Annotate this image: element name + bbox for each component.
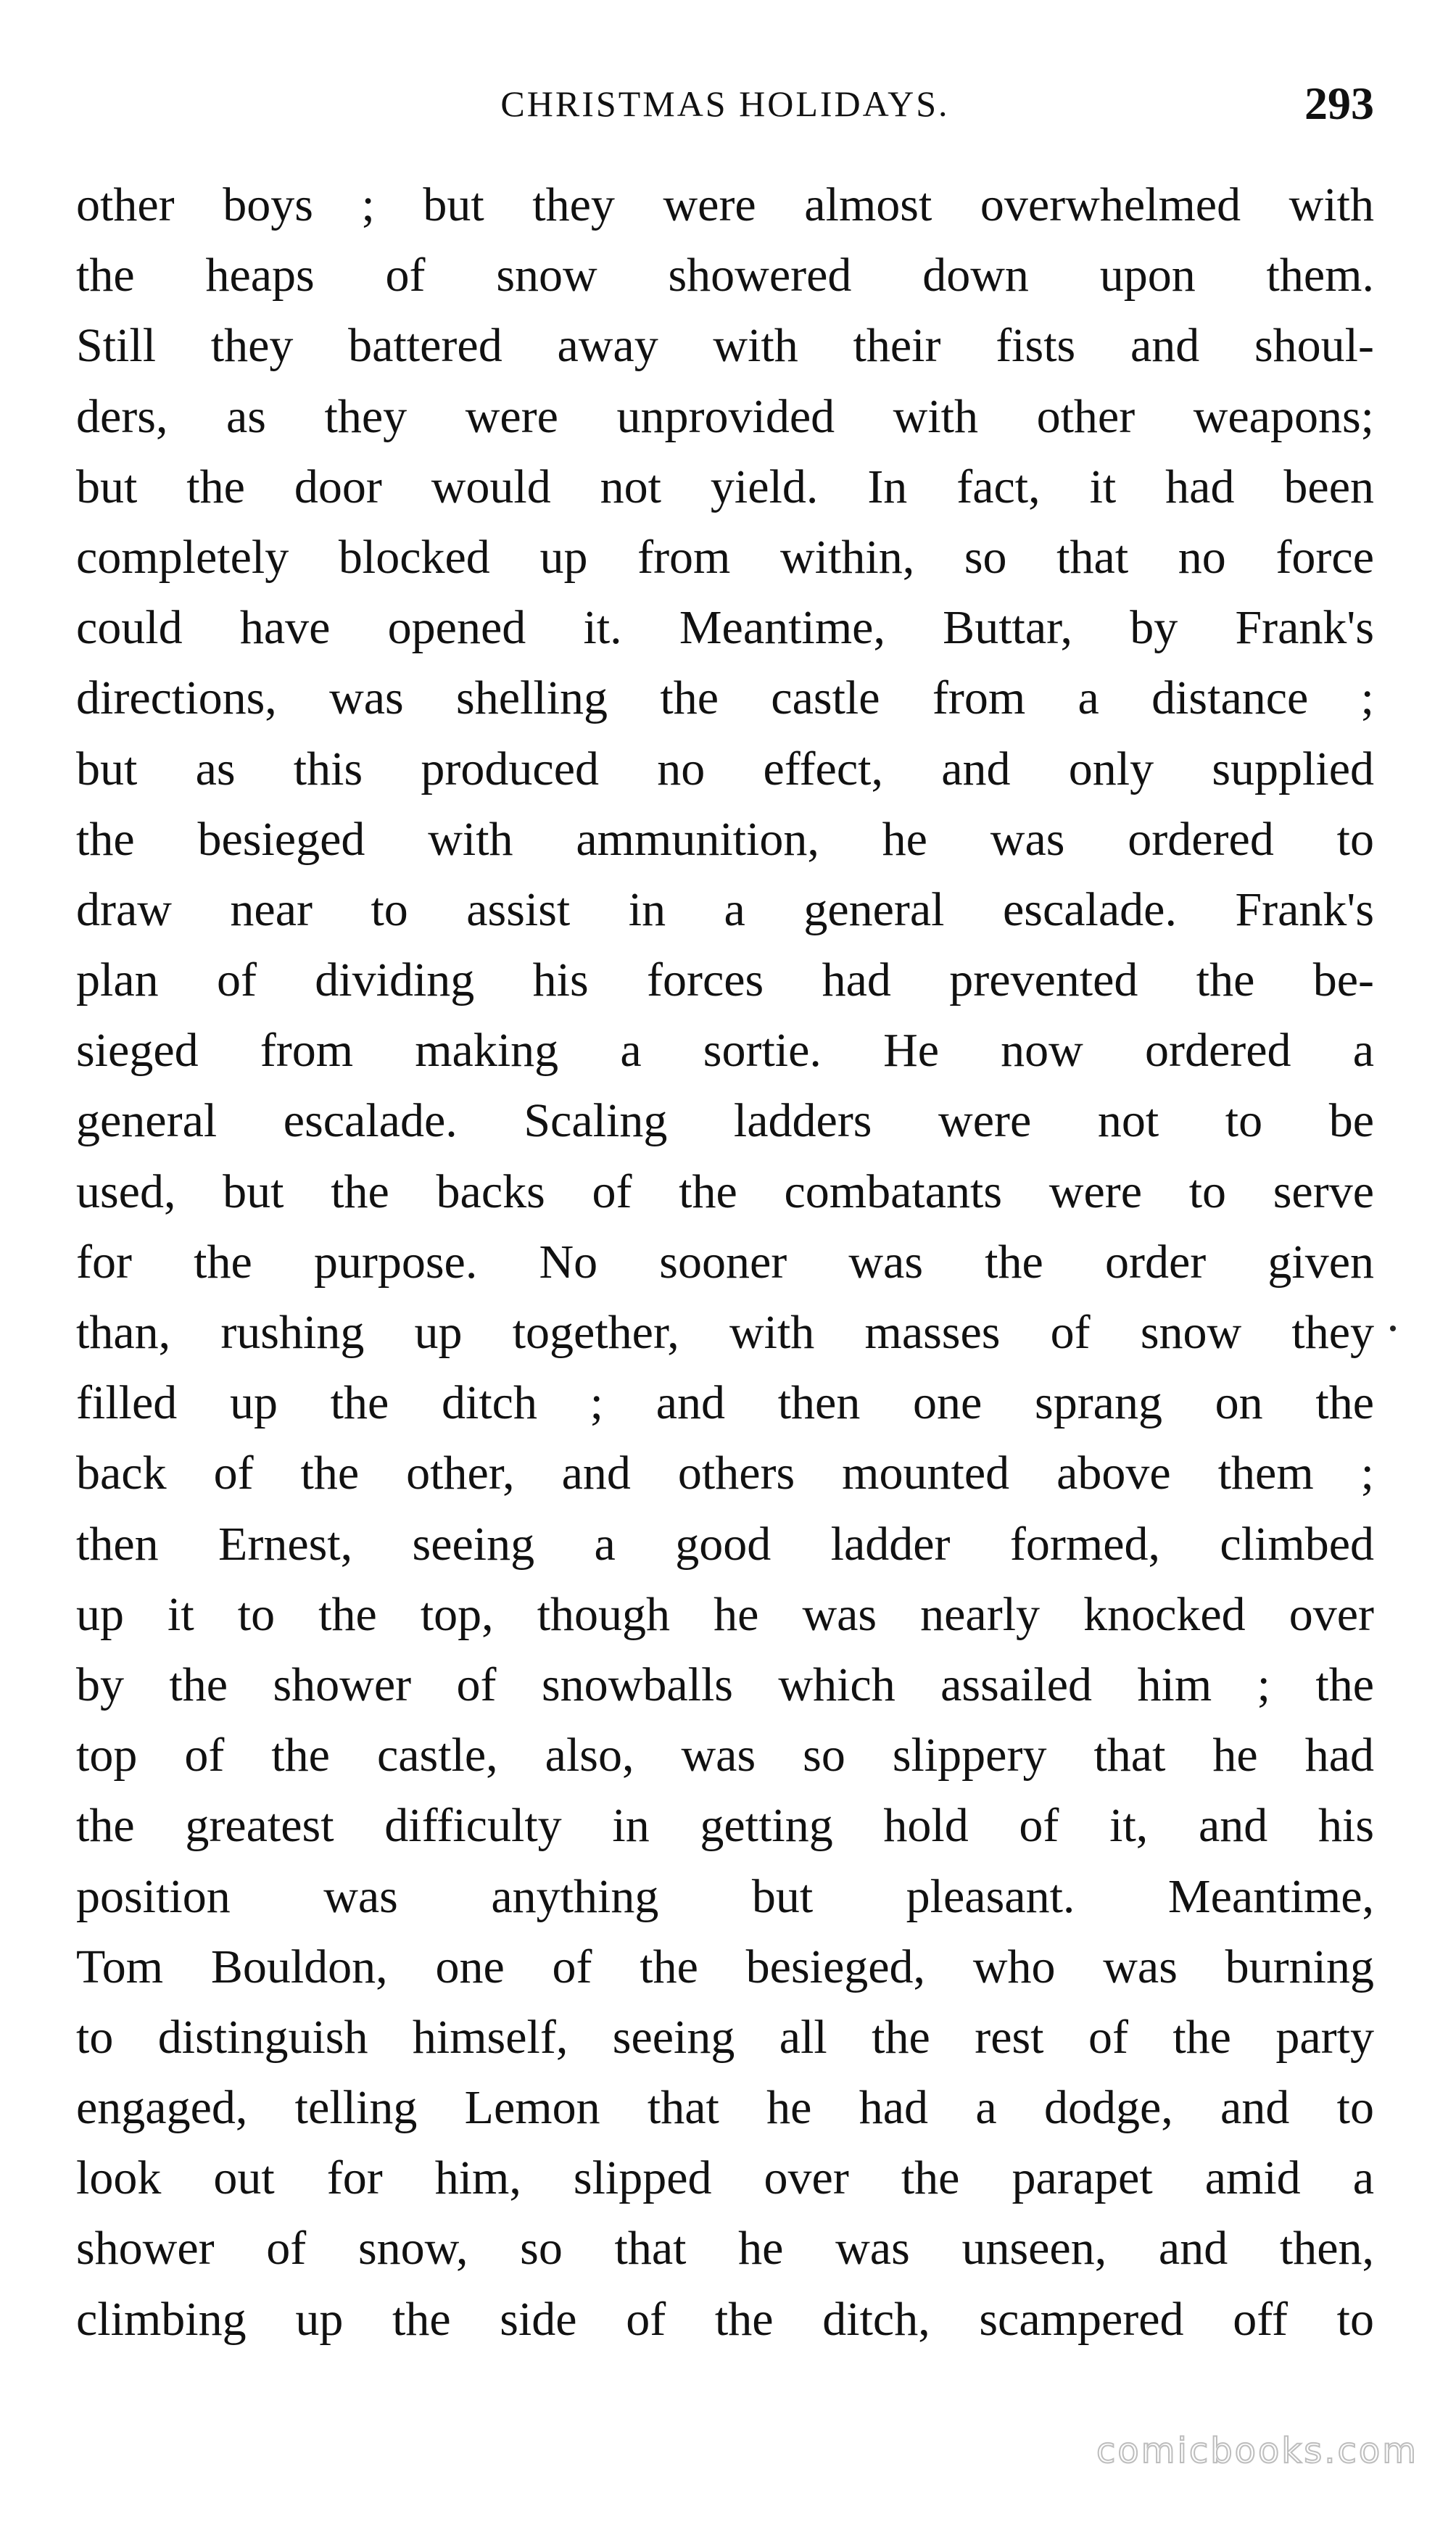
text-line: than, rushing up together, with masses of snow they xyxy=(76,1306,1374,1359)
text-line: shower of snow, so that he was unseen, and then, xyxy=(76,2222,1374,2275)
text-line: directions, was shelling the castle from a distance ; xyxy=(76,671,1374,725)
text-line: Still they battered away with their fists and shoul- xyxy=(76,319,1374,373)
text-line: but the door would not yield. In fact, it had been xyxy=(76,460,1374,513)
text-line: filled up the ditch ; and then one sprang on the xyxy=(76,1376,1374,1430)
text-line: other boys ; but they were almost overwhelmed with xyxy=(76,178,1374,231)
running-head xyxy=(76,71,1374,136)
text-line: plan of dividing his forces had prevented the be- xyxy=(76,954,1374,1007)
text-line: up it to the top, though he was nearly knocked over xyxy=(76,1587,1374,1641)
text-line: look out for him, slipped over the parapet amid a xyxy=(76,2151,1374,2205)
text-line: climbing up the side of the ditch, scampered off to xyxy=(76,2292,1374,2346)
text-line: draw near to assist in a general escalade. Frank's xyxy=(76,882,1374,936)
text-line: the heaps of snow showered down upon them. xyxy=(76,249,1374,302)
body-text xyxy=(76,170,1374,2354)
text-line: position was anything but pleasant. Meantime, xyxy=(76,1869,1374,1923)
text-line: could have opened it. Meantime, Buttar, by Frank's xyxy=(76,601,1374,655)
stray-ink-mark xyxy=(1390,1326,1396,1331)
text-line: to distinguish himself, seeing all the rest of the party xyxy=(76,2010,1374,2064)
text-line: general escalade. Scaling ladders were not to be xyxy=(76,1094,1374,1148)
text-line: ders, as they were unprovided with other weapons; xyxy=(76,389,1374,443)
text-line: for the purpose. No sooner was the order given xyxy=(76,1235,1374,1289)
page-number: 293 xyxy=(1304,78,1374,129)
text-line: the greatest difficulty in getting hold of it, and his xyxy=(76,1799,1374,1853)
text-line: back of the other, and others mounted above them ; xyxy=(76,1447,1374,1500)
text-line: by the shower of snowballs which assailed him ; the xyxy=(76,1658,1374,1711)
text-line: Tom Bouldon, one of the besieged, who was burning xyxy=(76,1940,1374,1993)
watermark: comicbooks.com xyxy=(1096,2431,1418,2471)
text-line: but as this produced no effect, and only supplied xyxy=(76,742,1374,795)
running-title: CHRISTMAS HOLIDAYS. xyxy=(500,83,950,124)
text-line: top of the castle, also, was so slippery that he had xyxy=(76,1729,1374,1782)
text-line: the besieged with ammunition, he was ordered to xyxy=(76,812,1374,866)
text-line: used, but the backs of the combatants were to serve xyxy=(76,1165,1374,1218)
text-line: then Ernest, seeing a good ladder formed, climbed xyxy=(76,1517,1374,1571)
text-line: engaged, telling Lemon that he had a dodge, and to xyxy=(76,2081,1374,2135)
text-line: completely blocked up from within, so that no force xyxy=(76,530,1374,584)
text-line: sieged from making a sortie. He now ordered a xyxy=(76,1024,1374,1078)
